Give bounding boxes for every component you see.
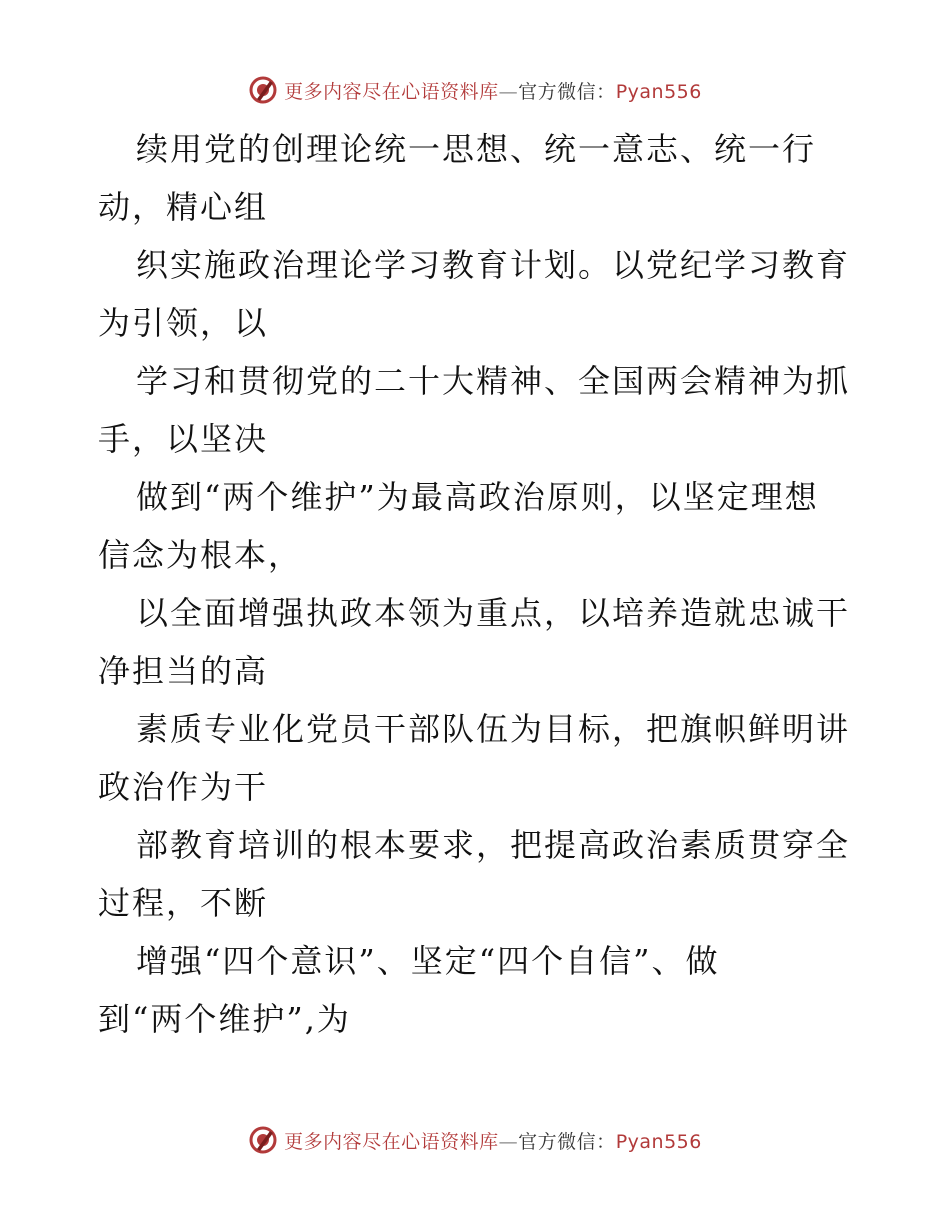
body-line: 过程，不断 [98,884,269,922]
body-line: 动，精心组 [98,188,269,226]
body-line: 到“两个维护”,为 [98,1000,351,1038]
body-line: 做到“两个维护”为最高政治原则，以坚定理想 [136,478,819,516]
banner-text [284,1127,702,1154]
body-line: 素质专业化党员干部队伍为目标，把旗帜鲜明讲 [136,710,851,748]
body-line: 手，以坚决 [98,420,269,458]
banner-wechat-label: 官方微信： [518,80,616,103]
body-line: 续用党的创理论统一思想、统一意志、统一行 [136,130,817,168]
banner-wechat-id: Pyan556 [615,1130,702,1153]
banner-wechat-id: Pyan556 [615,80,702,103]
body-line: 部教育培训的根本要求，把提高政治素质贯穿全 [136,826,851,864]
banner-title: 更多内容尽在心语资料库 [284,1130,499,1153]
banner-text [284,77,702,104]
header-banner [0,70,950,110]
body-line: 织实施政治理论学习教育计划。以党纪学习教育 [136,246,851,284]
body-line: 信念为根本， [98,536,303,574]
banner-title: 更多内容尽在心语资料库 [284,80,499,103]
body-line: 学习和贯彻党的二十大精神、全国两会精神为抓 [136,362,851,400]
banner-dash: — [498,1130,519,1153]
footer-banner [0,1120,950,1160]
pen-logo-icon [248,1125,278,1155]
body-line: 以全面增强执政本领为重点，以培养造就忠诚干 [136,594,851,632]
body-line: 增强“四个意识”、坚定“四个自信”、做 [136,942,720,980]
banner-dash: — [498,80,519,103]
banner-wechat-label: 官方微信： [518,1130,616,1153]
body-line: 为引领，以 [98,304,269,342]
pen-logo-icon [248,75,278,105]
body-line: 政治作为干 [98,768,269,806]
document-body [98,120,858,1048]
body-line: 净担当的高 [98,652,269,690]
